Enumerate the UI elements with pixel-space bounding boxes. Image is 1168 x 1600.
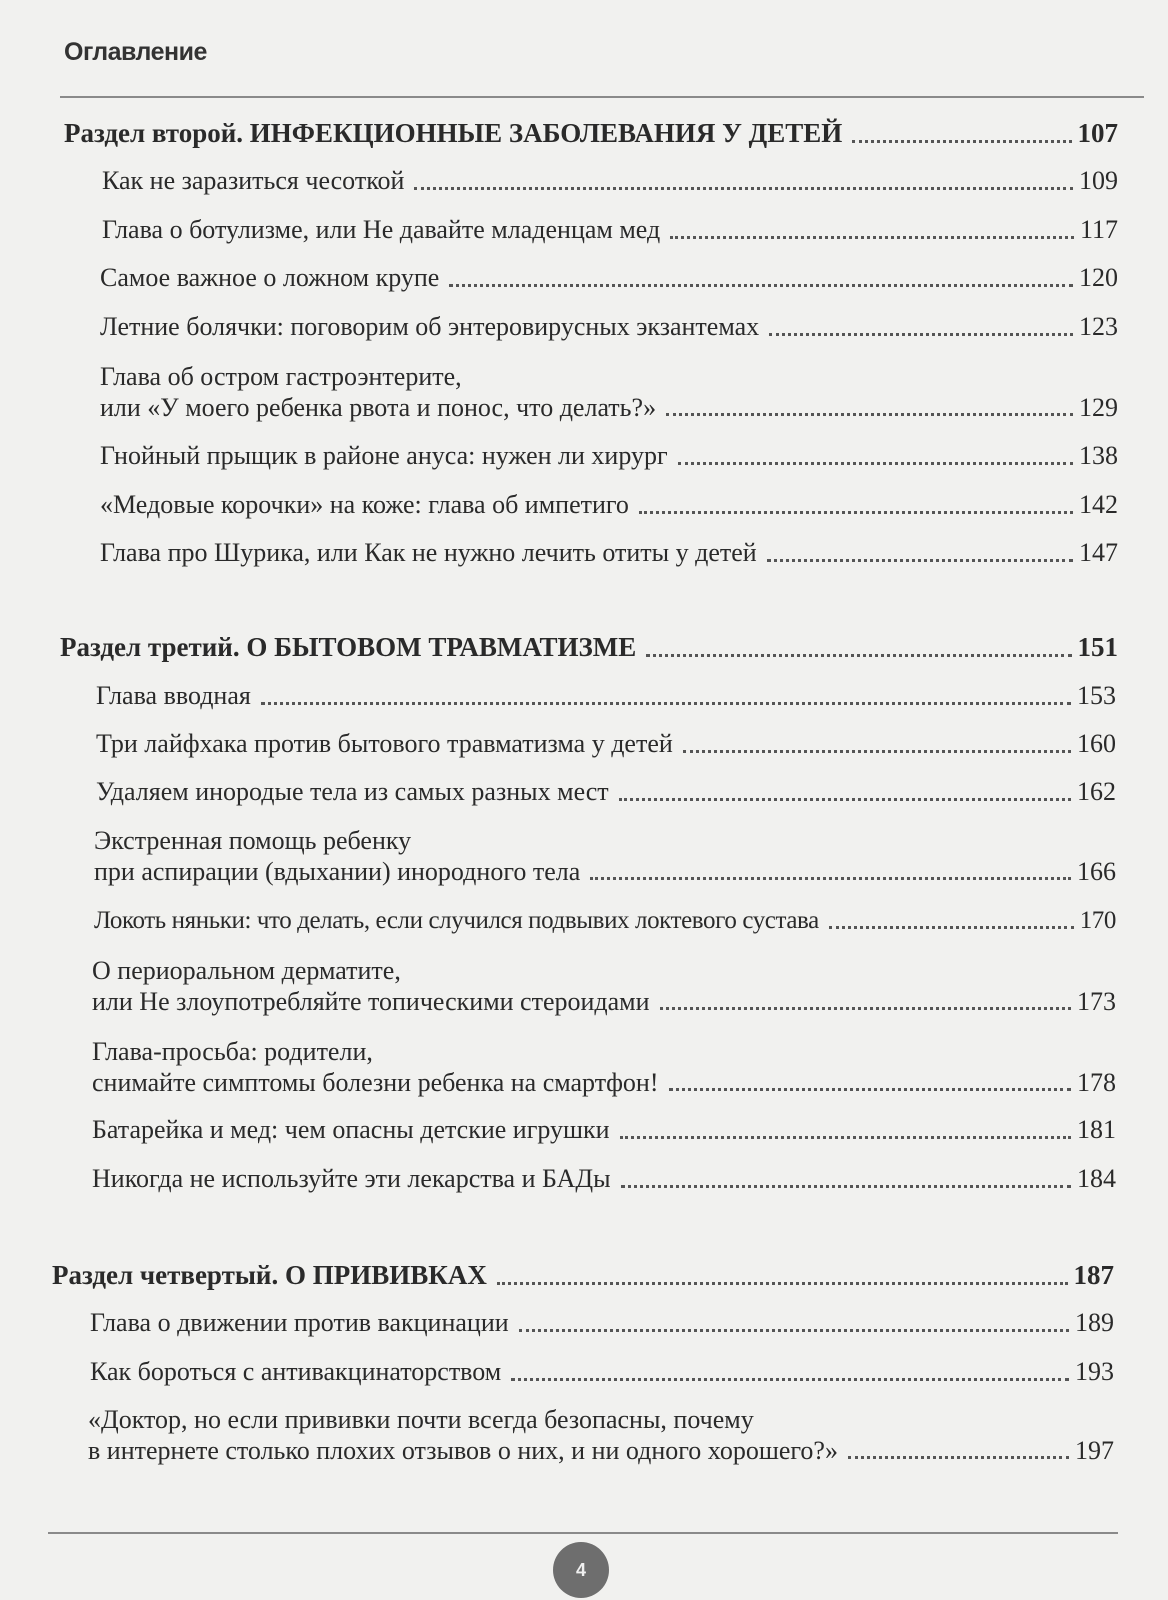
dot-leader [678, 462, 1073, 465]
dot-leader [829, 926, 1074, 929]
toc-entry-title: Глава о ботулизме, или Не давайте младенцам мед [102, 215, 661, 244]
toc-entry[interactable] [92, 1115, 1116, 1146]
toc-entry-title-line-1: Экстренная помощь ребенку [94, 826, 412, 855]
toc-entry[interactable] [100, 312, 1118, 343]
toc-section-4[interactable] [52, 1260, 1114, 1292]
dot-leader [621, 1185, 1071, 1188]
toc-page-number: 181 [1077, 1115, 1116, 1144]
toc-page-number: 184 [1077, 1164, 1116, 1193]
dot-leader [852, 140, 1071, 143]
dot-leader [769, 333, 1073, 336]
dot-leader [670, 236, 1074, 239]
dot-leader [767, 559, 1073, 562]
toc-entry[interactable] [96, 681, 1116, 712]
dot-leader [683, 750, 1071, 753]
toc-entry[interactable] [96, 777, 1116, 808]
dot-leader [646, 654, 1071, 657]
dot-leader [619, 798, 1071, 801]
toc-page-number: 173 [1077, 986, 1116, 1016]
dot-leader [511, 1378, 1069, 1381]
dot-leader [449, 284, 1073, 287]
toc-section-title: Раздел третий. О БЫТОВОМ ТРАВМАТИЗМЕ [60, 632, 637, 662]
toc-entry-title-line-2: или Не злоупотребляйте топическими стероидами [92, 986, 650, 1016]
toc-entry[interactable] [92, 1164, 1116, 1195]
toc-entry[interactable] [94, 906, 1116, 936]
dot-leader [519, 1329, 1069, 1332]
toc-entry-title: «Медовые корочки» на коже: глава об импетиго [100, 490, 629, 519]
toc-entry-title-line-1: О периоральном дерматите, [92, 956, 401, 985]
toc-entry-title: Как не заразиться чесоткой [102, 166, 405, 195]
toc-page-number: 147 [1079, 538, 1118, 567]
toc-page-number: 187 [1073, 1260, 1114, 1290]
dot-leader [848, 1456, 1069, 1459]
toc-entry[interactable] [92, 956, 1116, 1017]
toc-entry[interactable] [92, 1037, 1116, 1098]
toc-entry-title: Глава про Шурика, или Как не нужно лечить отиты у детей [100, 538, 757, 567]
toc-page-number: 193 [1075, 1357, 1114, 1386]
toc-entry-title-line-1: Глава-просьба: родители, [92, 1037, 373, 1066]
toc-entry-title-line-1: Глава об остром гастроэнтерите, [100, 362, 462, 391]
dot-leader [497, 1282, 1068, 1285]
toc-entry[interactable] [100, 490, 1118, 521]
toc-page-number: 153 [1077, 681, 1116, 710]
toc-page-number: 162 [1077, 777, 1116, 806]
toc-entry-title: Глава о движении против вакцинации [90, 1308, 509, 1337]
dot-leader [261, 702, 1071, 705]
footer-divider [48, 1532, 1118, 1534]
toc-page-number: 197 [1075, 1435, 1114, 1465]
toc-entry-title-line-2: снимайте симптомы болезни ребенка на смартфон! [92, 1067, 659, 1097]
toc-entry-title: Удаляем инородые тела из самых разных мест [96, 777, 609, 806]
toc-page-number: 160 [1077, 729, 1116, 758]
toc-page-number: 138 [1079, 441, 1118, 470]
toc-entry-title: Три лайфхака против бытового травматизма у детей [96, 729, 673, 758]
toc-page-number: 142 [1079, 490, 1118, 519]
toc-page-number: 189 [1075, 1308, 1114, 1337]
dot-leader [669, 1088, 1072, 1091]
toc-entry-title: Самое важное о ложном крупе [100, 263, 440, 292]
toc-section-3[interactable] [60, 632, 1118, 664]
toc-entry[interactable] [88, 1405, 1114, 1466]
page-header-title: Оглавление [64, 38, 207, 66]
toc-page-number: 117 [1079, 215, 1118, 244]
toc-entry-title: Гнойный прыщик в районе ануса: нужен ли хирург [100, 441, 668, 470]
toc-section-title: Раздел второй. ИНФЕКЦИОННЫЕ ЗАБОЛЕВАНИЯ У ДЕТЕЙ [64, 118, 843, 148]
toc-page-number: 151 [1077, 632, 1118, 662]
toc-entry[interactable] [102, 215, 1118, 246]
toc-page-number: 120 [1079, 263, 1118, 292]
toc-page-number: 170 [1079, 907, 1116, 934]
toc-page-number: 178 [1077, 1067, 1116, 1097]
toc-page-number: 107 [1077, 118, 1118, 148]
toc-entry[interactable] [100, 263, 1118, 294]
dot-leader [620, 1136, 1071, 1139]
dot-leader [414, 187, 1073, 190]
toc-section-title: Раздел четвертый. О ПРИВИВКАХ [52, 1260, 487, 1290]
toc-entry[interactable] [94, 826, 1116, 887]
toc-entry-title: Летние болячки: поговорим об энтеровирусных экзантемах [100, 312, 760, 341]
toc-entry[interactable] [90, 1308, 1114, 1339]
toc-entry-title-line-2: или «У моего ребенка рвота и понос, что делать?» [100, 392, 657, 422]
toc-entry[interactable] [90, 1357, 1114, 1388]
toc-entry[interactable] [100, 362, 1118, 423]
toc-entry-title: Батарейка и мед: чем опасны детские игрушки [92, 1115, 610, 1144]
dot-leader [639, 511, 1073, 514]
toc-section-2[interactable] [64, 118, 1118, 150]
toc-page-number: 109 [1079, 166, 1118, 195]
dot-leader [666, 413, 1073, 416]
dot-leader [660, 1007, 1071, 1010]
dot-leader [590, 877, 1071, 880]
toc-entry-title: Глава вводная [96, 681, 251, 710]
toc-entry-title-line-2: при аспирации (вдыхании) инородного тела [94, 856, 581, 886]
toc-entry[interactable] [96, 729, 1116, 760]
toc-entry[interactable] [100, 441, 1118, 472]
toc-entry-title-line-1: «Доктор, но если прививки почти всегда безопасны, почему [88, 1405, 754, 1434]
toc-page-number: 123 [1079, 312, 1118, 341]
toc-entry-title: Локоть няньки: что делать, если случился подвывих локтевого сустава [94, 907, 819, 934]
toc-entry-title-line-2: в интернете столько плохих отзывов о них, и ни одного хорошего?» [88, 1435, 838, 1465]
toc-entry-title: Никогда не используйте эти лекарства и БАДы [92, 1164, 611, 1193]
toc-page-number: 129 [1079, 392, 1118, 422]
toc-entry[interactable] [102, 166, 1118, 197]
toc-page-number: 166 [1077, 856, 1116, 886]
toc-entry-title: Как бороться с антивакцинаторством [90, 1357, 502, 1386]
toc-entry[interactable] [100, 538, 1118, 569]
page-number-badge: 4 [553, 1542, 609, 1598]
